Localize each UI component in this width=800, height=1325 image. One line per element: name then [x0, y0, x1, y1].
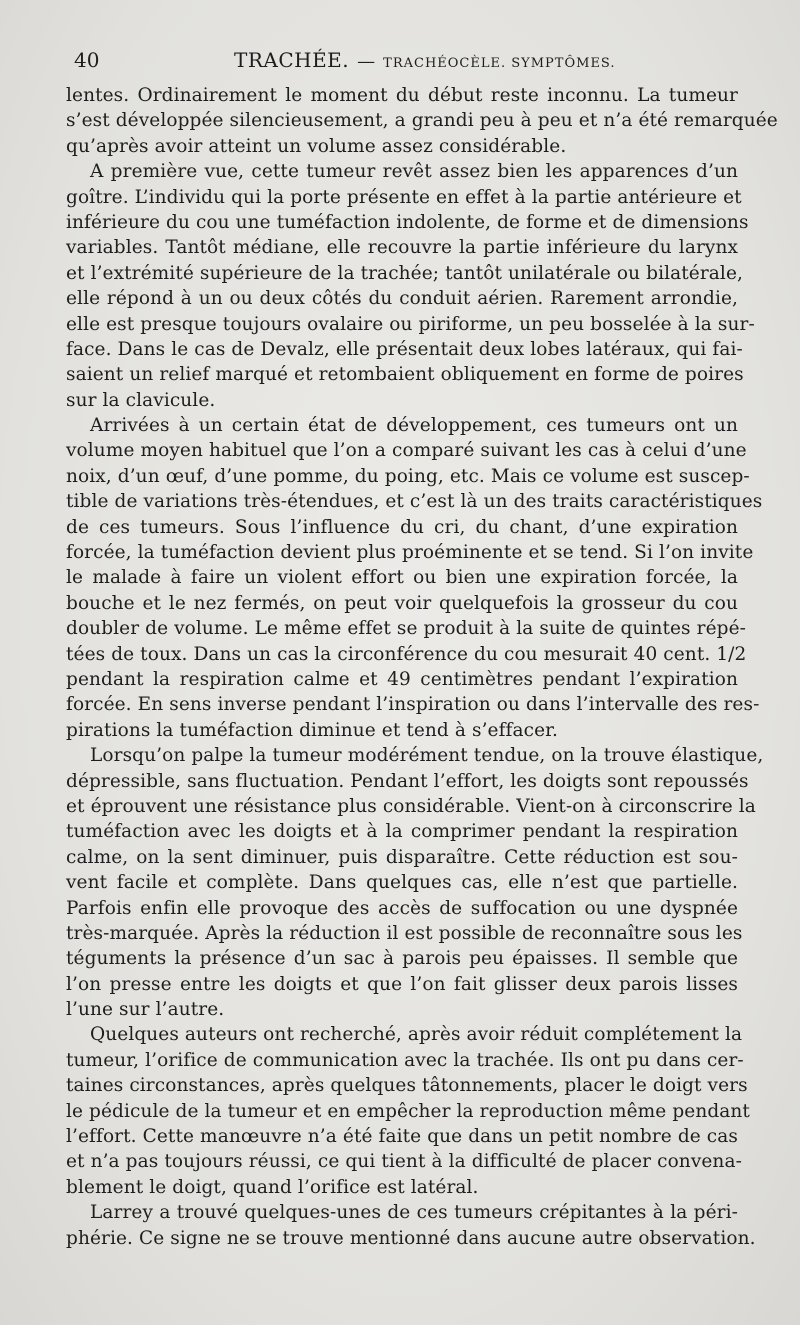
- text-line: lentes. Ordinairement le moment du début reste inconnu. La tumeur: [66, 85, 738, 106]
- text-line: tuméfaction avec les doigts et à la comprimer pendant la respiration: [66, 821, 738, 843]
- text-line: volume moyen habituel que l’on a comparé suivant les cas à celui d’une: [66, 440, 747, 462]
- text-line: le pédicule de la tumeur et en empêcher la reproduction même pendant: [66, 1100, 750, 1122]
- text-line: de ces tumeurs. Sous l’influence du cri, du chant, d’une expiration: [66, 516, 738, 538]
- paragraph: [66, 83, 778, 159]
- text-line: Parfois enfin elle provoque des accès de suffocation ou une dyspnée: [66, 897, 738, 919]
- text-line: sur la clavicule.: [66, 389, 216, 411]
- text-line: et éprouvent une résistance plus considérable. Vient-on à circonscrire la: [66, 795, 756, 817]
- text-line: tées de toux. Dans un cas la circonférence du cou mesurait 40 cent. 1/2: [66, 643, 747, 665]
- text-line: pendant la respiration calme et 49 centimètres pendant l’expiration: [66, 668, 738, 690]
- text-line: A première vue, cette tumeur revêt assez bien les apparences d’un: [90, 161, 738, 183]
- text-line: tible de variations très-étendues, et c’est là un des traits caractéristiques: [66, 491, 763, 513]
- text-line: doubler de volume. Le même effet se produit à la suite de quintes répé-: [66, 618, 746, 640]
- text-line: Quelques auteurs ont recherché, après avoir réduit complétement la: [90, 1024, 743, 1046]
- running-head: [234, 44, 616, 80]
- text-line: s’est développée silencieusement, a grandi peu à peu et n’a été remarquée: [66, 110, 778, 132]
- page-number: 40: [74, 48, 100, 72]
- running-head-separator: —: [357, 51, 376, 72]
- page-body: [66, 83, 778, 1251]
- text-line: Arrivées à un certain état de développement, ces tumeurs ont un: [90, 415, 738, 437]
- paragraph: [66, 413, 763, 743]
- text-line: très-marquée. Après la réduction il est possible de reconnaître sous les: [66, 922, 743, 944]
- paragraph: [66, 743, 764, 1022]
- text-line: l’on presse entre les doigts et que l’on fait glisser deux parois lisses: [66, 973, 738, 995]
- text-line: elle est presque toujours ovalaire ou piriforme, un peu bosselée à la sur-: [66, 313, 755, 335]
- text-line: forcée, la tuméfaction devient plus proéminente et se tend. Si l’on invite: [66, 542, 754, 564]
- text-line: dépressible, sans fluctuation. Pendant l’effort, les doigts sont repoussés: [66, 770, 749, 792]
- text-line: variables. Tantôt médiane, elle recouvre la partie inférieure du larynx: [66, 237, 738, 259]
- text-line: l’effort. Cette manœuvre n’a été faite que dans un petit nombre de cas: [66, 1126, 738, 1148]
- text-line: Larrey a trouvé quelques-unes de ces tumeurs crépitantes à la péri-: [90, 1202, 738, 1224]
- text-line: et l’extrémité supérieure de la trachée; tantôt unilatérale ou bilatérale,: [66, 262, 743, 284]
- text-line: noix, d’un œuf, d’une pomme, du poing, etc. Mais ce volume est suscep-: [66, 465, 750, 487]
- text-line: face. Dans le cas de Devalz, elle présentait deux lobes latéraux, qui fai-: [66, 338, 743, 360]
- page-header: [68, 44, 748, 76]
- text-line: tumeur, l’orifice de communication avec la trachée. Ils ont pu dans cer-: [66, 1049, 744, 1071]
- text-line: bouche et le nez fermés, on peut voir quelquefois la grosseur du cou: [66, 592, 738, 614]
- paragraph: [66, 159, 755, 413]
- text-line: et n’a pas toujours réussi, ce qui tient à la difficulté de placer convena-: [66, 1151, 742, 1173]
- text-line: l’une sur l’autre.: [66, 999, 225, 1021]
- running-title: TRACHÉE.: [234, 48, 350, 72]
- running-subtitle: TRACHÉOCÈLE. SYMPTÔMES.: [383, 56, 616, 71]
- text-line: le malade à faire un violent effort ou bien une expiration forcée, la: [66, 567, 738, 589]
- text-line: forcée. En sens inverse pendant l’inspiration ou dans l’intervalle des res-: [66, 694, 760, 716]
- text-line: vent facile et complète. Dans quelques cas, elle n’est que partielle.: [66, 872, 738, 894]
- text-line: Lorsqu’on palpe la tumeur modérément tendue, on la trouve élastique,: [90, 745, 764, 767]
- text-line: qu’après avoir atteint un volume assez considérable.: [66, 135, 567, 157]
- text-line: phérie. Ce signe ne se trouve mentionné dans aucune autre observation.: [66, 1227, 756, 1249]
- text-line: elle répond à un ou deux côtés du conduit aérien. Rarement arrondie,: [66, 288, 738, 310]
- text-line: saient un relief marqué et retombaient obliquement en forme de poires: [66, 364, 744, 386]
- paragraph: [66, 1022, 750, 1200]
- text-line: blement le doigt, quand l’orifice est latéral.: [66, 1176, 479, 1198]
- text-line: pirations la tuméfaction diminue et tend à s’effacer.: [66, 719, 559, 741]
- text-line: taines circonstances, après quelques tâtonnements, placer le doigt vers: [66, 1075, 748, 1097]
- paragraph: [66, 1200, 756, 1251]
- text-line: calme, on la sent diminuer, puis disparaître. Cette réduction est sou-: [66, 846, 738, 868]
- text-line: goître. L’individu qui la porte présente en effet à la partie antérieure et: [66, 186, 742, 208]
- text-line: inférieure du cou une tuméfaction indolente, de forme et de dimensions: [66, 211, 749, 233]
- text-line: téguments la présence d’un sac à parois peu épaisses. Il semble que: [66, 948, 738, 970]
